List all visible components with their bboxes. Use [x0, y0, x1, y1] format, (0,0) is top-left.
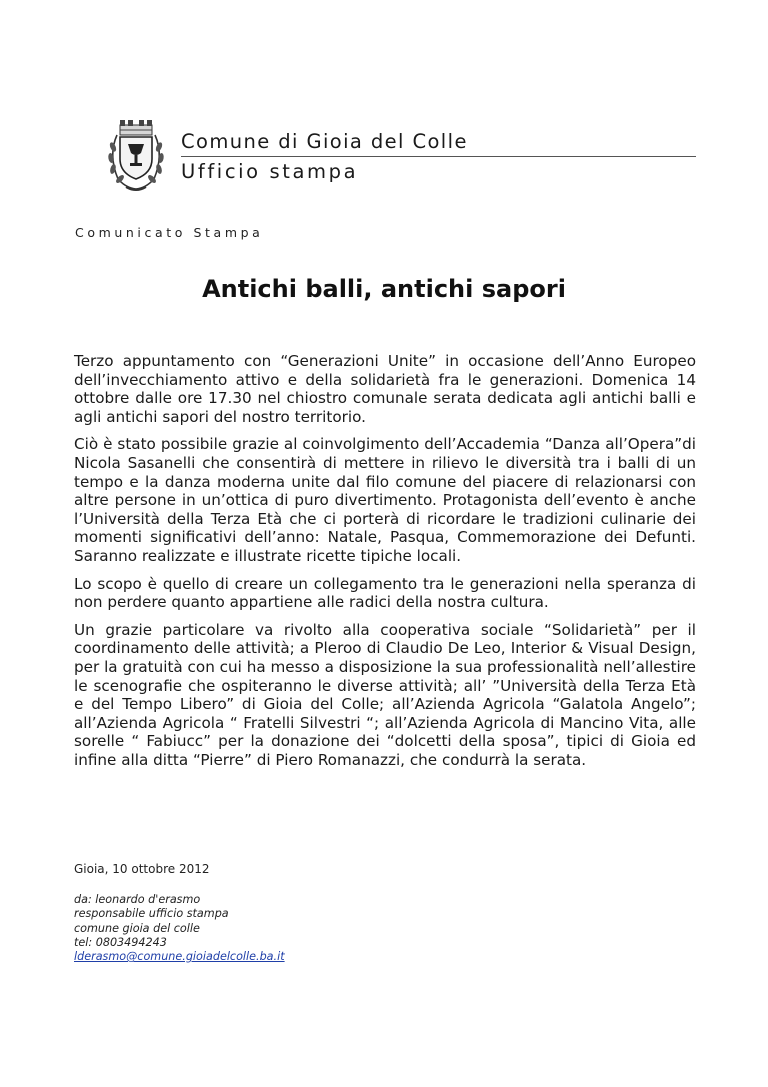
office-name: Ufficio stampa: [181, 160, 359, 183]
document-type-label: Comunicato Stampa: [75, 225, 264, 240]
contact-role: responsabile ufficio stampa: [74, 907, 229, 921]
contact-office: comune gioia del colle: [74, 921, 200, 935]
dateline: Gioia, 10 ottobre 2012: [74, 862, 210, 876]
header-divider: [181, 156, 696, 157]
contact-email-link[interactable]: lderasmo@comune.gioiadelcolle.ba.it: [74, 950, 285, 964]
contact-phone: tel: 0803494243: [74, 935, 167, 949]
body-paragraph: Terzo appuntamento con “Generazioni Unite” in occasione dell’Anno Europeo dell’invecchiamento attivo e della solidarietà fra le generazioni. Domenica 14 ottobre dalle ore 17.30 nel chiostro comunale serata dedicata agli antichi balli e agli antichi sapori del nostro territorio.: [74, 352, 696, 426]
municipal-coat-of-arms-icon: [104, 117, 168, 195]
contact-block: [74, 893, 285, 964]
body-paragraph: Un grazie particolare va rivolto alla cooperativa sociale “Solidarietà” per il coordinamento delle attività; a Pleroo di Claudio De Leo, Interior & Visual Design, per la gratuità con cui ha messo a disposizione la sua professionalità nell’allestire le scenografie che ospiteranno le diverse attività; all’ ”Università della Terza Età e del Tempo Libero” di Gioia del Colle; all’Azienda Agricola “Galatola Angelo”; all’Azienda Agricola “ Fratelli Silvestri “; all’Azienda Agricola di Mancino Vita, alle sorelle “ Fabiucc” per la donazione dei “dolcetti della sposa”, tipici di Gioia ed infine alla ditta “Pierre” di Piero Romanazzi, che condurrà la serata.: [74, 620, 696, 769]
body-paragraph: Lo scopo è quello di creare un collegamento tra le generazioni nella speranza di non perdere quanto appartiene alle radici della nostra cultura.: [74, 574, 696, 612]
press-release-body: [74, 352, 696, 778]
body-paragraph: Ciò è stato possibile grazie al coinvolgimento dell’Accademia “Danza all’Opera”di Nicola Sasanelli che consentirà di mettere in rilievo le diversità tra i balli di un tempo e la danza moderna unite dal filo comune del piacere di relazionarsi con altre persone in un’ottica di puro divertimento. Protagonista dell’evento è anche l’Università della Terza Età che ci porterà di ricordare le tradizioni culinarie dei momenti significativi dell’anno: Natale, Pasqua, Commemorazione dei Defunti. Saranno realizzate e illustrate ricette tipiche locali.: [74, 435, 696, 565]
contact-from: da: leonardo d'erasmo: [74, 893, 201, 906]
organization-name: Comune di Gioia del Colle: [181, 130, 468, 153]
page-title: Antichi balli, antichi sapori: [202, 275, 566, 303]
